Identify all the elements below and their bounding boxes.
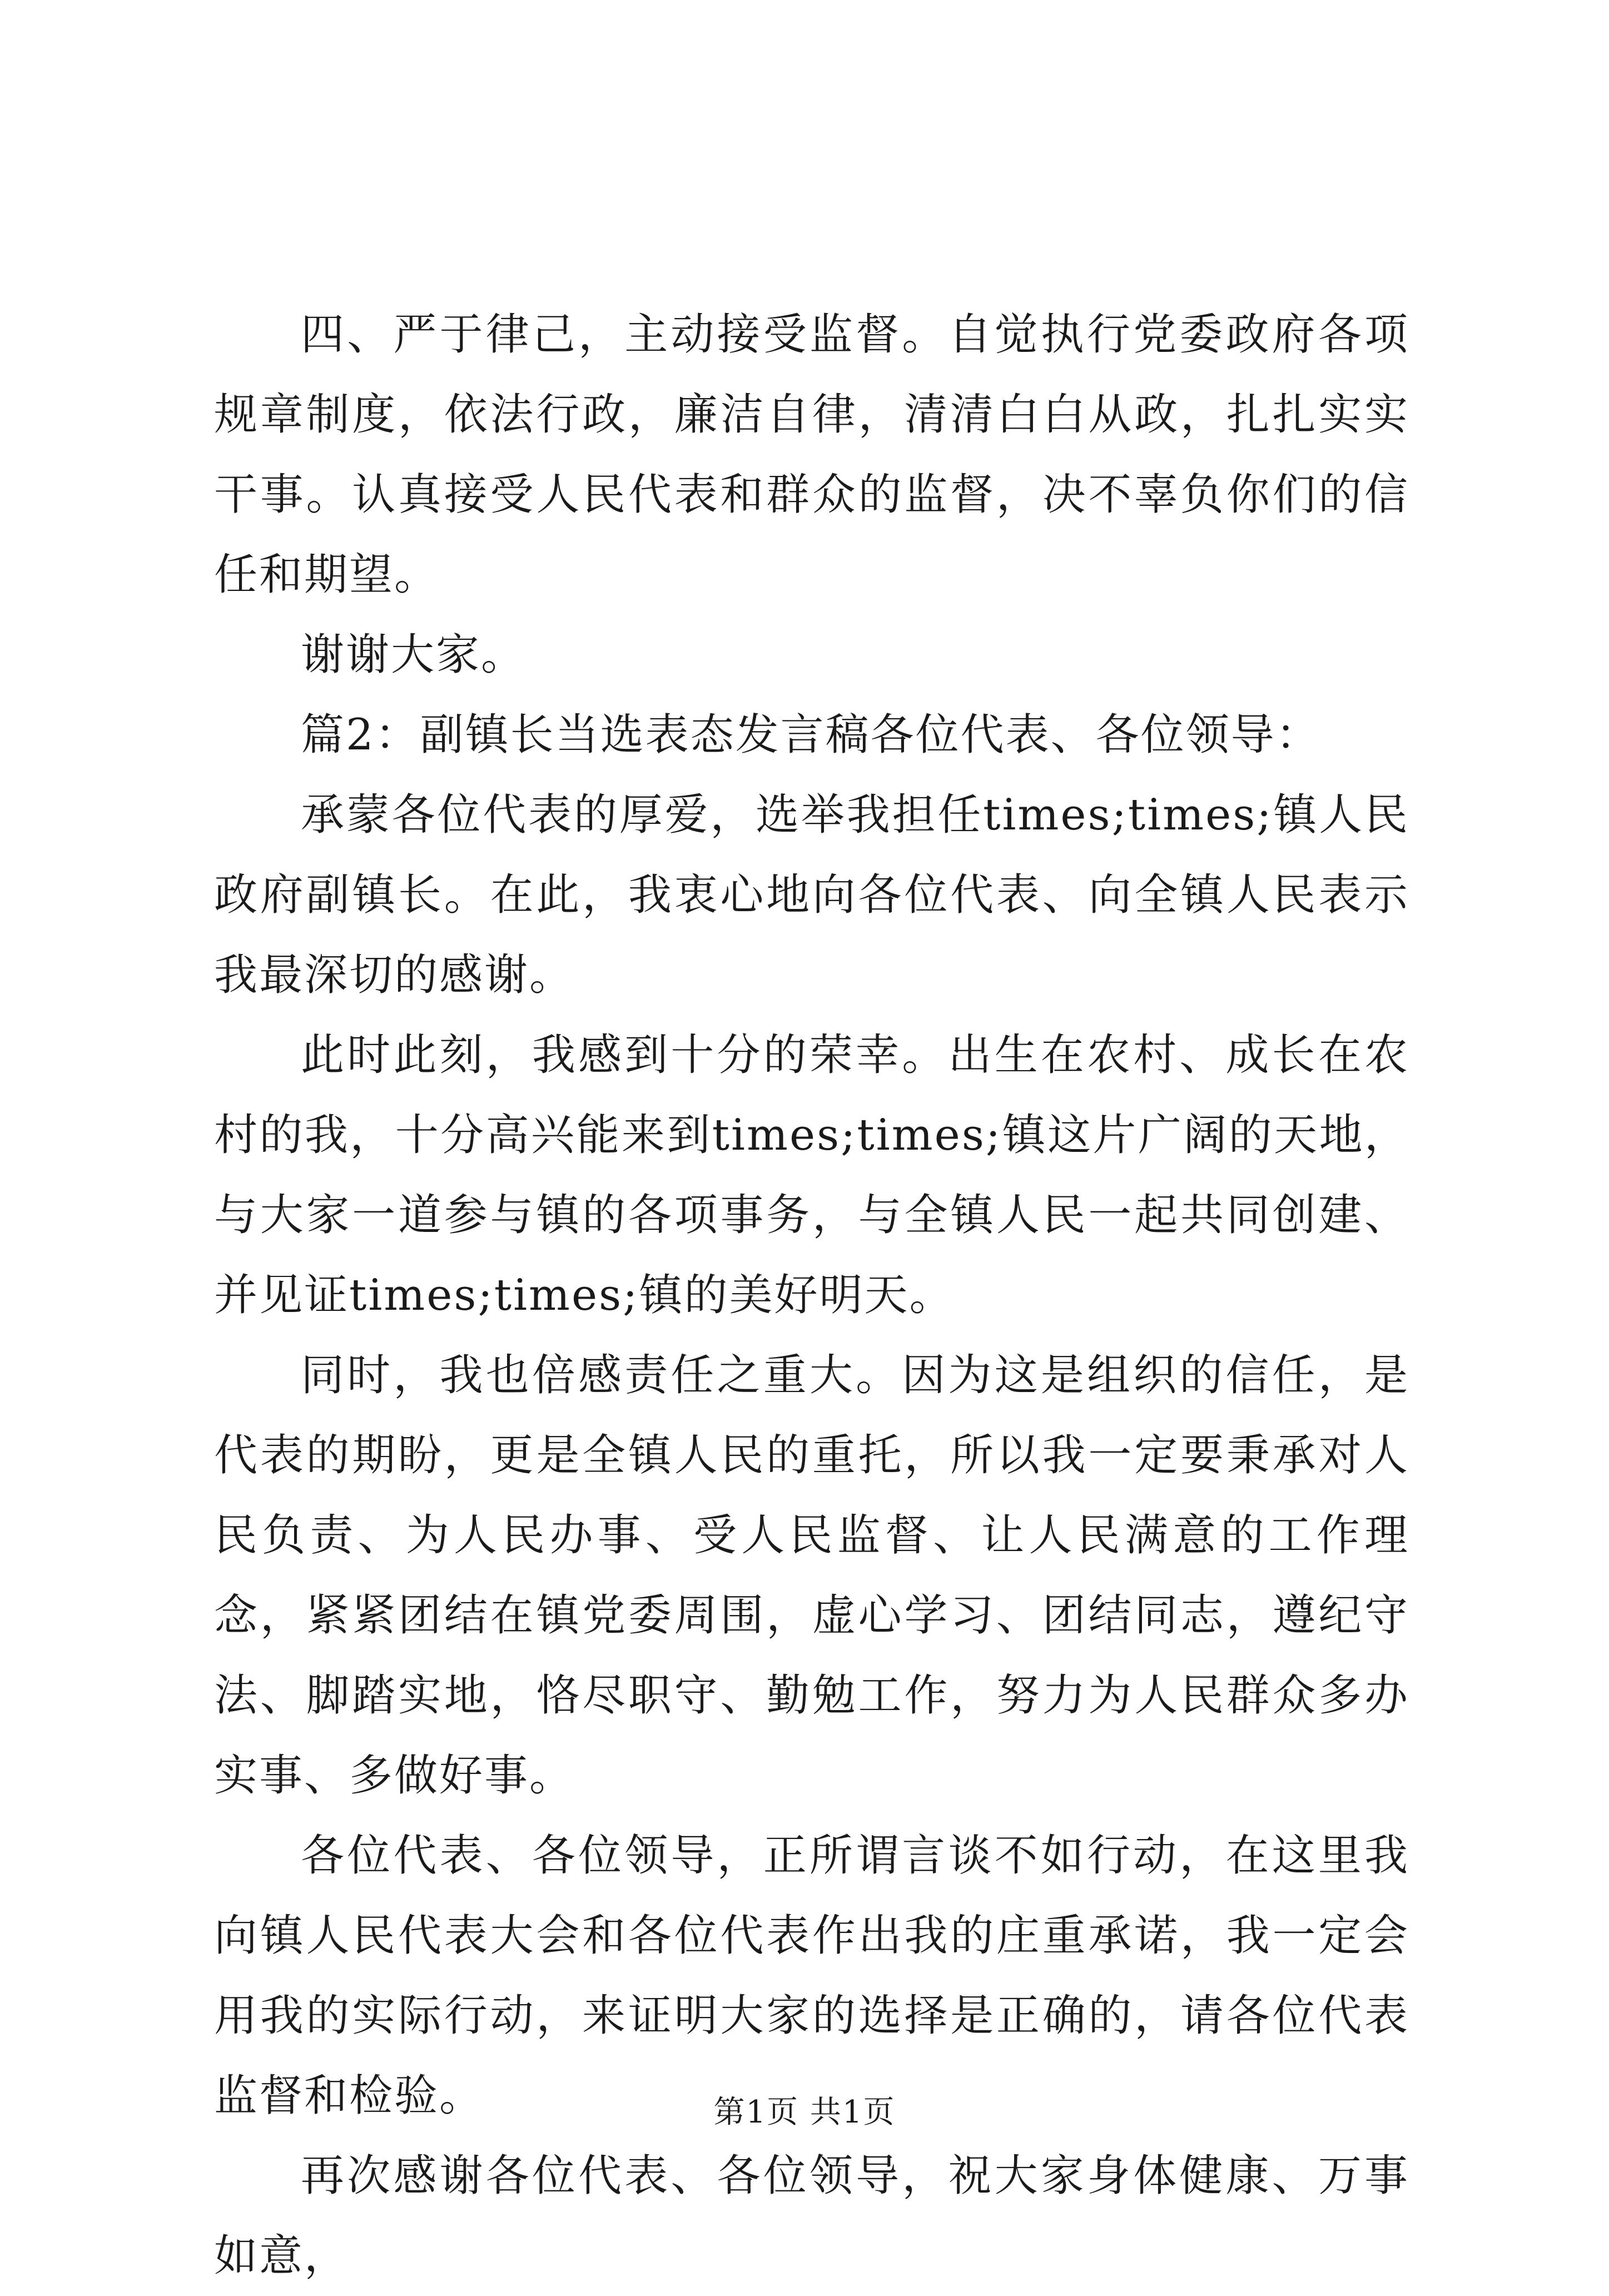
document-body: [214, 295, 1409, 2296]
paragraph-honor: 此时此刻，我感到十分的荣幸。出生在农村、成长在农村的我，十分高兴能来到times;times;镇这片广阔的天地，与大家一道参与镇的各项事务，与全镇人民一起共同创建、并见证times;times;镇的美好明天。: [214, 1030, 1409, 1320]
paragraph-closing: 再次感谢各位代表、各位领导，祝大家身体健康、万事如意，: [214, 2151, 1409, 2281]
paragraph-responsibility: 同时，我也倍感责任之重大。因为这是组织的信任，是代表的期盼，更是全镇人民的重托，所以我一定要秉承对人民负责、为人民办事、受人民监督、让人民满意的工作理念，紧紧团结在镇党委周围，虚心学习、团结同志，遵纪守法、脚踏实地，恪尽职守、勤勉工作，努力为人民群众多办实事、多做好事。: [214, 1350, 1409, 1801]
paragraph-section-heading: 篇2：副镇长当选表态发言稿各位代表、各位领导：: [301, 710, 1321, 760]
paragraph-thanks: 谢谢大家。: [301, 630, 527, 680]
page-number-footer: 第1页 共1页: [713, 2094, 896, 2130]
paragraph-election-thanks: 承蒙各位代表的厚爱，选举我担任times;times;镇人民政府副镇长。在此，我衷心地向各位代表、向全镇人民表示我最深切的感谢。: [214, 790, 1409, 1000]
paragraph-self-discipline: 四、严于律己，主动接受监督。自觉执行党委政府各项规章制度，依法行政，廉洁自律，清清白白从政，扎扎实实干事。认真接受人民代表和群众的监督，决不辜负你们的信任和期望。: [214, 310, 1409, 600]
paragraph-commitment: 各位代表、各位领导，正所谓言谈不如行动，在这里我向镇人民代表大会和各位代表作出我的庄重承诺，我一定会用我的实际行动，来证明大家的选择是正确的，请各位代表监督和检验。: [214, 1831, 1409, 2121]
